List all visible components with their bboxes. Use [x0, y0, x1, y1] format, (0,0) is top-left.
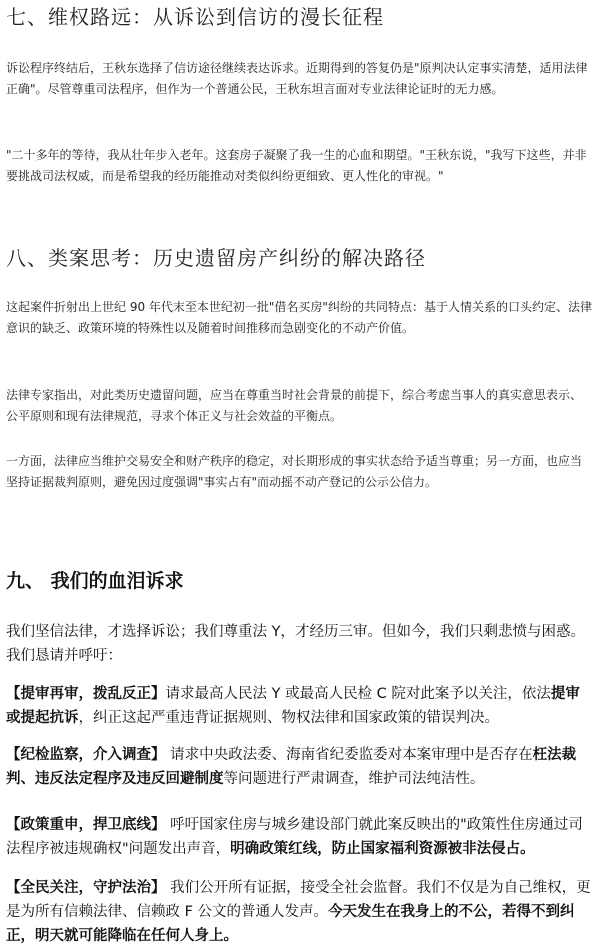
appeal-tag: 【政策重申，捍卫底线】 — [6, 817, 166, 833]
appeal-emphasis: 枉法裁判、违反法定程序及违反回避制度 — [6, 747, 577, 787]
appeal-item-policy — [6, 813, 593, 861]
appeal-text: 等问题进行严肃调查，维护司法纯洁性。 — [223, 771, 485, 787]
appeal-tag: 【全民关注，守护法治】 — [6, 880, 166, 896]
appeal-emphasis: 提审或提起抗诉 — [6, 686, 580, 726]
appeal-tag: 【提审再审，拨乱反正】 — [6, 686, 166, 702]
appeal-text: 我们公开所有证据，接受全社会监督。我们不仅是为自己维权，更是为所有信赖法律、信赖政 F 公文的普通人发声。 — [6, 880, 591, 920]
appeal-item-public — [6, 876, 593, 948]
section-8-paragraph-2: 法律专家指出，对此类历史遗留问题，应当在尊重当时社会背景的前提下，综合考虑当事人的真实意思表示、公平原则和现有法律规范，寻求个体正义与社会效益的平衡点。 — [6, 388, 583, 423]
section-7-paragraph-2: "二十多年的等待，我从壮年步入老年。这套房子凝聚了我一生的心血和期望。"王秋东说，"我写下这些，并非要挑战司法权威，而是希望我的经历能推动对类似纠纷更细致、更人性化的审视。" — [6, 148, 587, 183]
appeal-tag: 【纪检监察，介入调查】 — [6, 747, 166, 763]
section-7-heading: 七、维权路远：从诉讼到信访的漫长征程 — [6, 5, 384, 29]
appeal-emphasis: 明确政策红线，防止国家福利资源被非法侵占。 — [230, 841, 535, 857]
appeal-text: 请求中央政法委、海南省纪委监委对本案审理中是否存在 — [165, 747, 533, 763]
appeal-text: 请求最高人民法 Y 或最高人民检 C 院对此案予以关注，依法 — [165, 686, 551, 702]
appeal-emphasis: 今天发生在我身上的不公，若得不到纠正，明天就可能降临在任何人身上。 — [6, 904, 575, 944]
appeal-text: 呼吁国家住房与城乡建设部门就此案反映出的"政策性住房通过司法程序被违规确权"问题发出声音， — [6, 817, 583, 857]
appeal-item-retrial — [6, 682, 593, 730]
appeal-text: ，纠正这起严重违背证据规则、物权法律和国家政策的错误判决。 — [78, 710, 499, 726]
section-9-heading: 九、 我们的血泪诉求 — [6, 570, 184, 592]
section-7-paragraph-1: 诉讼程序终结后，王秋东选择了信访途径继续表达诉求。近期得到的答复仍是"原判决认定事实清楚，适用法律正确"。尽管尊重司法程序，但作为一个普通公民，王秋东坦言面对专业法律论证时的无力感。 — [6, 61, 588, 96]
appeal-item-supervision — [6, 743, 593, 791]
section-8-paragraph-3: 一方面，法律应当维护交易安全和财产秩序的稳定，对长期形成的事实状态给予适当尊重；另一方面，也应当坚持证据裁判原则，避免因过度强调"事实占有"而动摇不动产登记的公示公信力。 — [6, 454, 583, 489]
section-9-intro: 我们坚信法律，才选择诉讼；我们尊重法 Y，才经历三审。但如今，我们只剩悲愤与困惑。我们恳请并呼吁： — [6, 624, 585, 664]
section-8-paragraph-1: 这起案件折射出上世纪 90 年代末至本世纪初一批"借名买房"纠纷的共同特点：基于人情关系的口头约定、法律意识的缺乏、政策环境的特殊性以及随着时间推移而急剧变化的不动产价值。 — [6, 300, 592, 335]
section-8-heading: 八、类案思考：历史遗留房产纠纷的解决路径 — [6, 246, 426, 270]
